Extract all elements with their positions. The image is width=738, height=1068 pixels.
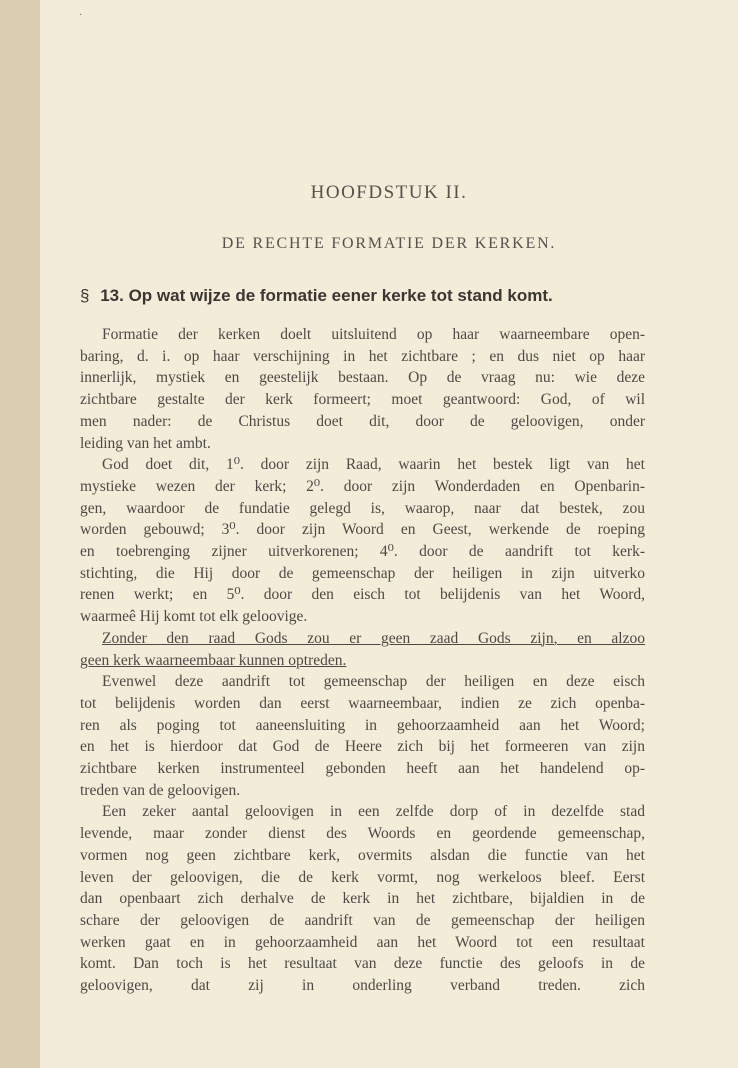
text-line: worden gebouwd; 3⁰. door zijn Woord en Geest, werkende de roeping xyxy=(80,521,645,539)
text-line: komt. Dan toch is het resultaat van deze functie des geloofs in de xyxy=(80,955,645,973)
chapter-subtitle: DE RECHTE FORMATIE DER KERKEN. xyxy=(221,235,557,252)
text-line: zichtbare gestalte der kerk formeert; moet geantwoord: God, of wil xyxy=(80,391,645,409)
text-line: tot belijdenis worden dan eerst waarneembaar, indien ze zich openba- xyxy=(80,694,645,712)
text-line: levende, maar zonder dienst des Woords en geordende gemeenschap, xyxy=(80,825,645,843)
text-line: leven der geloovigen, die de kerk vormt, nog werkeloos bleef. Eerst xyxy=(80,868,645,886)
paragraph xyxy=(80,801,645,996)
section-number: 13. xyxy=(100,286,124,305)
text-line: innerlijk, mystiek en geestelijk bestaan. Op de vraag nu: wie deze xyxy=(80,369,645,387)
body-text xyxy=(80,324,645,997)
text-line: renen werkt; en 5⁰. door den eisch tot belijdenis van het Woord, xyxy=(80,586,645,604)
text-line: treden van de geloovigen. xyxy=(80,781,241,799)
text-line: geloovigen, dat zij in onderling verband treden. zich xyxy=(80,977,645,995)
paragraph xyxy=(80,324,645,454)
text-line: Zonder den raad Gods zou er geen zaad Gods zijn, en alzoo xyxy=(102,629,645,647)
text-line: ren als poging tot aaneensluiting in gehoorzaamheid aan het Woord; xyxy=(80,716,645,734)
section-title: Op wat wijze de formatie eener kerke tot stand komt. xyxy=(128,286,553,305)
text-line: Formatie der kerken doelt uitsluitend op haar waarneembare open- xyxy=(102,326,645,343)
page-spine-shadow xyxy=(0,0,40,1068)
text-line: zichtbare kerken instrumenteel gebonden heeft aan het handelend op- xyxy=(80,760,645,778)
text-line: Een zeker aantal geloovigen in een zelfde dorp of in dezelfde stad xyxy=(102,803,645,821)
text-line: geen kerk waarneembaar kunnen optreden. xyxy=(80,651,347,669)
paragraph xyxy=(80,454,645,628)
paragraph xyxy=(80,671,645,801)
text-line: God doet dit, 1⁰. door zijn Raad, waarin het bestek ligt van het xyxy=(102,456,645,474)
section-symbol: § xyxy=(80,286,90,305)
text-line: gen, waardoor de fundatie gelegd is, waarop, naar dat bestek, zou xyxy=(80,499,645,517)
text-line: werken gaat en in gehoorzaamheid aan het Woord tot een resultaat xyxy=(80,933,645,951)
text-line: en toebrenging zijner uitverkorenen; 4⁰. door de aandrift tot kerk- xyxy=(80,543,645,561)
paragraph xyxy=(80,628,645,671)
text-line: stichting, die Hij door de gemeenschap der heiligen in zijn uitverko xyxy=(80,564,645,582)
text-line: mystieke wezen der kerk; 2⁰. door zijn Wonderdaden en Openbarin- xyxy=(80,477,645,495)
text-line: schare der geloovigen de aandrift van de gemeenschap der heiligen xyxy=(80,911,645,929)
chapter-title: HOOFDSTUK II. xyxy=(310,182,468,203)
text-line: dan openbaart zich derhalve de kerk in het zichtbare, bijaldien in de xyxy=(80,890,645,908)
text-line: en het is hierdoor dat God de Heere zich bij het formeeren van zijn xyxy=(80,738,645,756)
text-line: Evenwel deze aandrift tot gemeenschap der heiligen en deze eisch xyxy=(102,673,645,691)
text-line: leiding van het ambt. xyxy=(80,434,211,452)
text-line: waarmeê Hij komt tot elk geloovige. xyxy=(80,608,308,626)
text-line: men nader: de Christus doet dit, door de geloovigen, onder xyxy=(80,412,645,430)
section-heading xyxy=(80,286,553,306)
text-line: vormen nog geen zichtbare kerk, overmits alsdan die functie van het xyxy=(80,846,645,864)
text-line: baring, d. i. op haar verschijning in het zichtbare ; en dus niet op haar xyxy=(80,347,645,365)
top-mark: · xyxy=(79,10,83,21)
